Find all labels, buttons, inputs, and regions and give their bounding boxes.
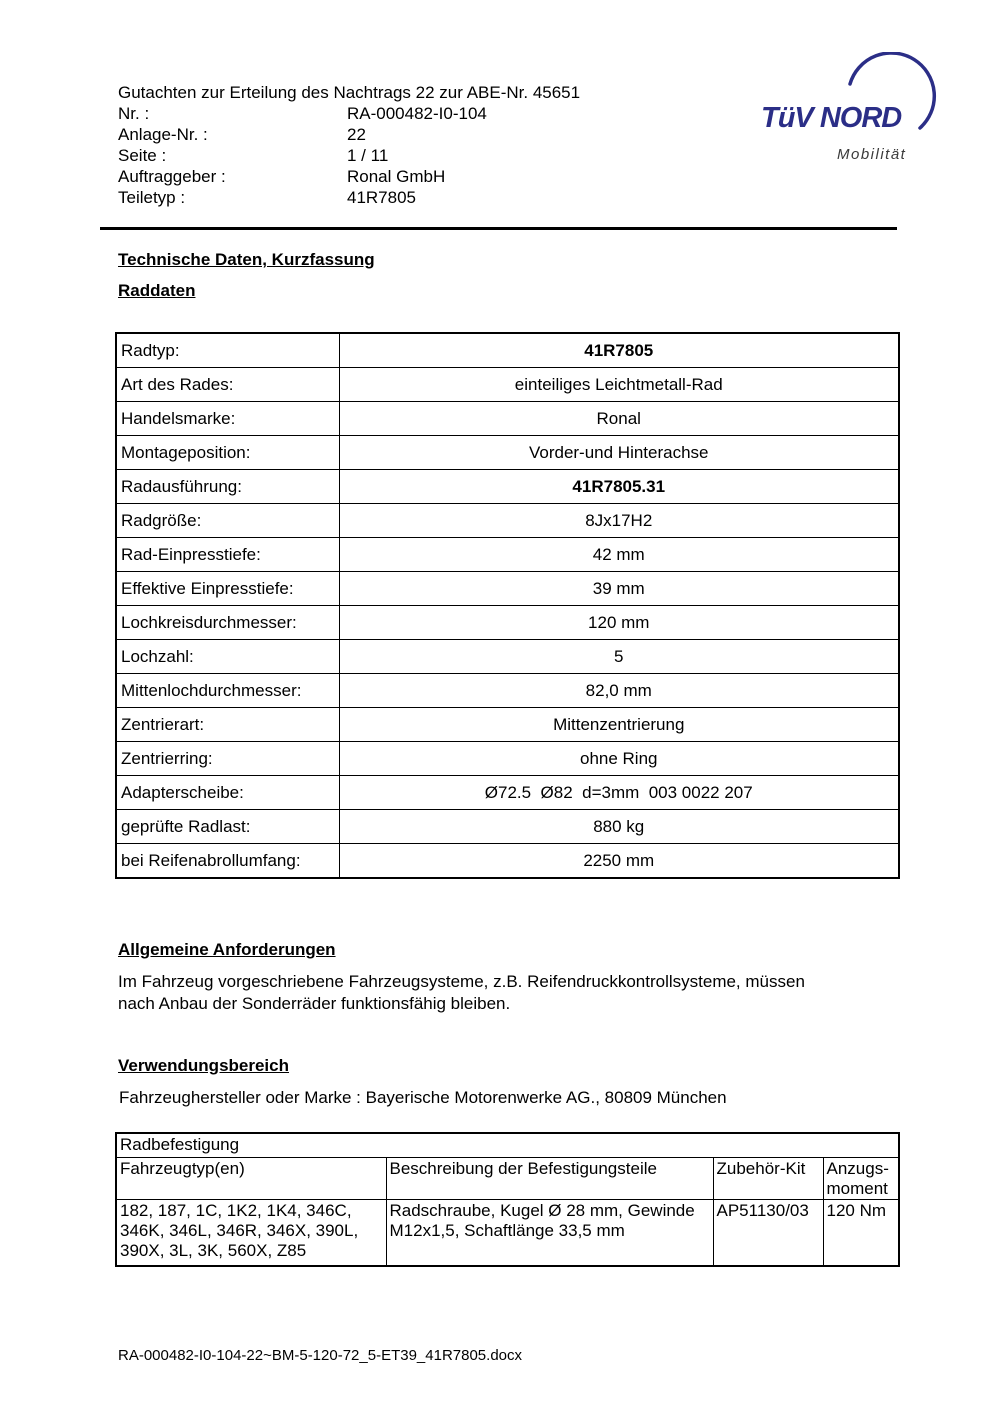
raddaten-label-cell: Radgröße: xyxy=(116,504,339,538)
table-row xyxy=(116,402,899,436)
raddaten-label-cell: Lochkreisdurchmesser: xyxy=(116,606,339,640)
raddaten-label-cell: Radausführung: xyxy=(116,470,339,504)
radbefestigung-data-cell: 182, 187, 1C, 1K2, 1K4, 346C, 346K, 346L, 346R, 346X, 390L, 390X, 3L, 3K, 560X, Z85 xyxy=(116,1200,386,1267)
raddaten-label-cell: Adapterscheibe: xyxy=(116,776,339,810)
raddaten-value-cell: Ø72.5 Ø82 d=3mm 003 0022 207 xyxy=(339,776,899,810)
heading-technische-daten: Technische Daten, Kurzfassung xyxy=(118,250,375,269)
raddaten-value-cell: 39 mm xyxy=(339,572,899,606)
allgemeine-paragraph xyxy=(118,971,805,1015)
raddaten-value-cell: 42 mm xyxy=(339,538,899,572)
paragraph-line: nach Anbau der Sonderräder funktionsfähig bleiben. xyxy=(118,994,511,1013)
raddaten-label-cell: Art des Rades: xyxy=(116,368,339,402)
raddaten-value-cell: 41R7805.31 xyxy=(339,470,899,504)
raddaten-value-cell: ohne Ring xyxy=(339,742,899,776)
raddaten-label-cell: Rad-Einpresstiefe: xyxy=(116,538,339,572)
logo-brand-text: TüV NORD xyxy=(761,102,902,134)
radbefestigung-header-row xyxy=(116,1158,899,1200)
radbefestigung-title-cell: Radbefestigung xyxy=(116,1133,899,1158)
table-row xyxy=(116,810,899,844)
heading-allgemeine-anforderungen: Allgemeine Anforderungen xyxy=(118,940,336,959)
header-field-label: Auftraggeber : xyxy=(118,167,226,186)
raddaten-label-cell: Montageposition: xyxy=(116,436,339,470)
footer-filename: RA-000482-I0-104-22~BM-5-120-72_5-ET39_41R7805.docx xyxy=(118,1347,523,1364)
raddaten-value-cell: 5 xyxy=(339,640,899,674)
raddaten-value-cell: 82,0 mm xyxy=(339,674,899,708)
table-row xyxy=(116,844,899,879)
header-field-value: 1 / 11 xyxy=(347,146,389,165)
raddaten-label-cell: Handelsmarke: xyxy=(116,402,339,436)
raddaten-label-cell: Zentrierart: xyxy=(116,708,339,742)
header-field-row xyxy=(118,187,580,208)
header-field-value: 22 xyxy=(347,125,366,144)
paragraph-line: Im Fahrzeug vorgeschriebene Fahrzeugsysteme, z.B. Reifendruckkontrollsysteme, müssen xyxy=(118,972,805,991)
raddaten-value-cell: Mittenzentrierung xyxy=(339,708,899,742)
raddaten-label-cell: bei Reifenabrollumfang: xyxy=(116,844,339,879)
logo-subtitle-text: Mobilität xyxy=(837,146,907,163)
radbefestigung-data-cell: AP51130/03 xyxy=(713,1200,823,1267)
column-header-cell: Beschreibung der Befestigungsteile xyxy=(386,1158,713,1200)
raddaten-value-cell: 41R7805 xyxy=(339,333,899,368)
header-field-row xyxy=(118,145,580,166)
table-row xyxy=(116,708,899,742)
raddaten-label-cell: Lochzahl: xyxy=(116,640,339,674)
raddaten-value-cell: 2250 mm xyxy=(339,844,899,879)
tuv-nord-logo xyxy=(755,52,955,174)
raddaten-value-cell: 880 kg xyxy=(339,810,899,844)
table-row xyxy=(116,572,899,606)
raddaten-value-cell: Ronal xyxy=(339,402,899,436)
raddaten-label-cell: Radtyp: xyxy=(116,333,339,368)
table-row xyxy=(116,674,899,708)
raddaten-table xyxy=(115,332,900,879)
table-row xyxy=(116,470,899,504)
verwendungsbereich-text: Fahrzeughersteller oder Marke : Bayerische Motorenwerke AG., 80809 München xyxy=(119,1088,727,1107)
header-field-row xyxy=(118,124,580,145)
header-field-label: Nr. : xyxy=(118,104,150,123)
header-field-row xyxy=(118,103,580,124)
table-row xyxy=(116,436,899,470)
table-row xyxy=(116,368,899,402)
table-row xyxy=(116,742,899,776)
table-row xyxy=(116,606,899,640)
raddaten-value-cell: 120 mm xyxy=(339,606,899,640)
table-row xyxy=(116,538,899,572)
raddaten-value-cell: 8Jx17H2 xyxy=(339,504,899,538)
table-row xyxy=(116,1200,899,1267)
header-field-value: Ronal GmbH xyxy=(347,167,446,186)
raddaten-label-cell: Effektive Einpresstiefe: xyxy=(116,572,339,606)
header-field-value: 41R7805 xyxy=(347,188,417,207)
document-header xyxy=(118,82,580,208)
header-fields xyxy=(118,103,580,208)
document-title: Gutachten zur Erteilung des Nachtrags 22 zur ABE-Nr. 45651 xyxy=(118,83,581,102)
radbefestigung-table xyxy=(115,1132,900,1267)
header-field-label: Anlage-Nr. : xyxy=(118,125,208,144)
raddaten-label-cell: Zentrierring: xyxy=(116,742,339,776)
table-row xyxy=(116,640,899,674)
header-field-label: Teiletyp : xyxy=(118,188,186,207)
header-field-value: RA-000482-I0-104 xyxy=(347,104,487,123)
column-header-cell: Anzugs-moment xyxy=(823,1158,899,1200)
raddaten-value-cell: Vorder-und Hinterachse xyxy=(339,436,899,470)
table-row xyxy=(116,333,899,368)
header-divider xyxy=(100,227,897,230)
raddaten-label-cell: Mittenlochdurchmesser: xyxy=(116,674,339,708)
table-row xyxy=(116,776,899,810)
header-field-label: Seite : xyxy=(118,146,167,165)
header-field-row xyxy=(118,166,580,187)
radbefestigung-data-cell: Radschraube, Kugel Ø 28 mm, Gewinde M12x1,5, Schaftlänge 33,5 mm xyxy=(386,1200,713,1267)
heading-raddaten: Raddaten xyxy=(118,281,196,300)
raddaten-value-cell: einteiliges Leichtmetall-Rad xyxy=(339,368,899,402)
table-row xyxy=(116,504,899,538)
column-header-cell: Fahrzeugtyp(en) xyxy=(116,1158,386,1200)
heading-verwendungsbereich: Verwendungsbereich xyxy=(118,1056,289,1075)
radbefestigung-data-cell: 120 Nm xyxy=(823,1200,899,1267)
raddaten-label-cell: geprüfte Radlast: xyxy=(116,810,339,844)
column-header-cell: Zubehör-Kit xyxy=(713,1158,823,1200)
radbefestigung-title-row xyxy=(116,1133,899,1158)
